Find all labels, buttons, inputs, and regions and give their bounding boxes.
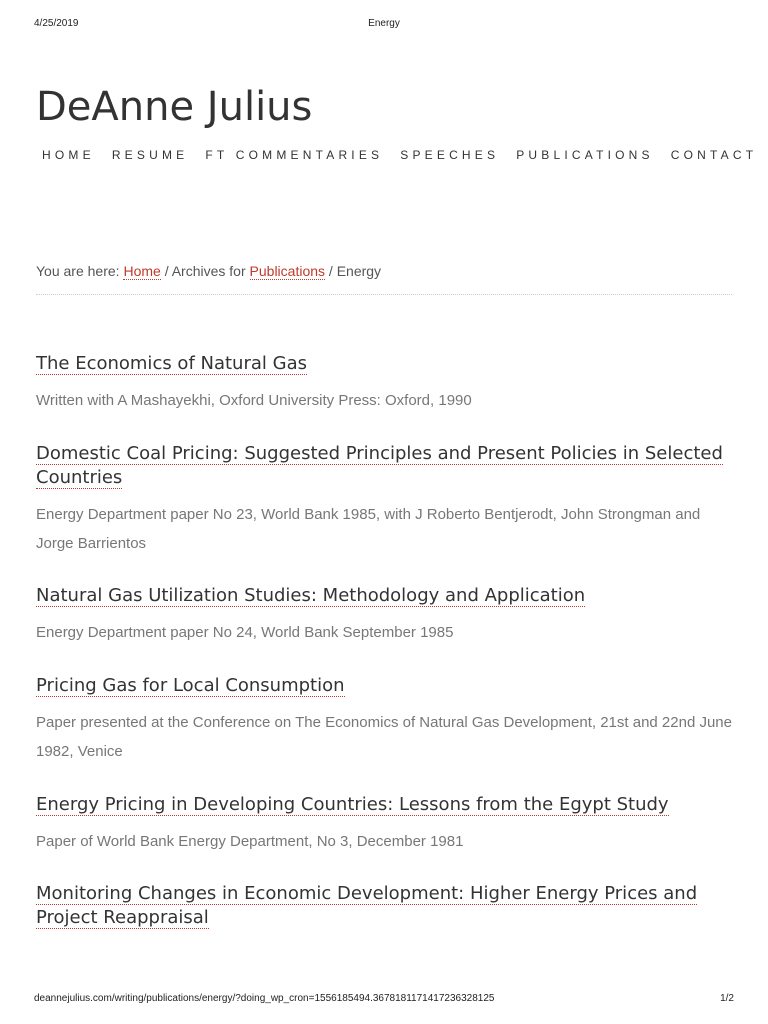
entry-title-link[interactable]: Domestic Coal Pricing: Suggested Principles and Present Policies in Selected Countries xyxy=(36,443,723,488)
breadcrumb-home-link[interactable]: Home xyxy=(123,263,161,279)
entry-title-link[interactable]: Monitoring Changes in Economic Development: Higher Energy Prices and Project Reappraisal xyxy=(36,883,698,928)
nav-item-resume[interactable]: RESUME xyxy=(111,148,189,162)
breadcrumb-separator: / xyxy=(164,263,169,279)
breadcrumb-separator: / xyxy=(328,263,333,279)
nav-item-ft-commentaries[interactable]: FT COMMENTARIES xyxy=(205,148,384,162)
entry-description: Paper presented at the Conference on The Economics of Natural Gas Development, 21st and 22nd June 1982, Venice xyxy=(36,714,732,760)
breadcrumb-archives-label: Archives for xyxy=(171,263,246,279)
breadcrumb-current: Energy xyxy=(336,263,382,279)
entry-description: Energy Department paper No 24, World Bank September 1985 xyxy=(36,624,454,641)
entry xyxy=(36,674,732,793)
print-url: deannejulius.com/writing/publications/energy/?doing_wp_cron=1556185494.3678181171417236328125 xyxy=(34,993,495,1004)
entry-list xyxy=(36,352,732,930)
breadcrumb-prefix: You are here: xyxy=(36,263,120,279)
print-footer xyxy=(34,993,734,1007)
entry-title-link[interactable]: Energy Pricing in Developing Countries: Lessons from the Egypt Study xyxy=(36,794,669,815)
nav-item-contact[interactable]: CONTACT xyxy=(670,148,758,162)
nav-item-publications[interactable]: PUBLICATIONS xyxy=(516,148,654,162)
print-page-title: Energy xyxy=(368,18,400,29)
entry-title-link[interactable]: Natural Gas Utilization Studies: Methodology and Application xyxy=(36,585,586,606)
entry xyxy=(36,882,732,930)
entry-title-link[interactable]: The Economics of Natural Gas xyxy=(36,353,307,374)
entry-description: Written with A Mashayekhi, Oxford University Press: Oxford, 1990 xyxy=(36,392,472,409)
breadcrumb xyxy=(36,263,732,279)
entry-description: Paper of World Bank Energy Department, No 3, December 1981 xyxy=(36,833,464,850)
main-nav xyxy=(42,148,758,162)
site-title[interactable]: DeAnne Julius xyxy=(36,84,313,130)
print-header xyxy=(34,18,734,32)
entry xyxy=(36,793,732,882)
entry-description: Energy Department paper No 23, World Bank 1985, with J Roberto Bentjerodt, John Strongman and Jorge Barrientos xyxy=(36,506,701,552)
print-page-number: 1/2 xyxy=(720,993,734,1004)
nav-item-home[interactable]: HOME xyxy=(42,148,95,162)
entry xyxy=(36,352,732,442)
divider xyxy=(36,294,732,295)
entry xyxy=(36,584,732,674)
print-date: 4/25/2019 xyxy=(34,18,79,29)
entry-title-link[interactable]: Pricing Gas for Local Consumption xyxy=(36,675,345,696)
entry xyxy=(36,442,732,584)
breadcrumb-publications-link[interactable]: Publications xyxy=(249,263,326,279)
nav-item-speeches[interactable]: SPEECHES xyxy=(400,148,500,162)
